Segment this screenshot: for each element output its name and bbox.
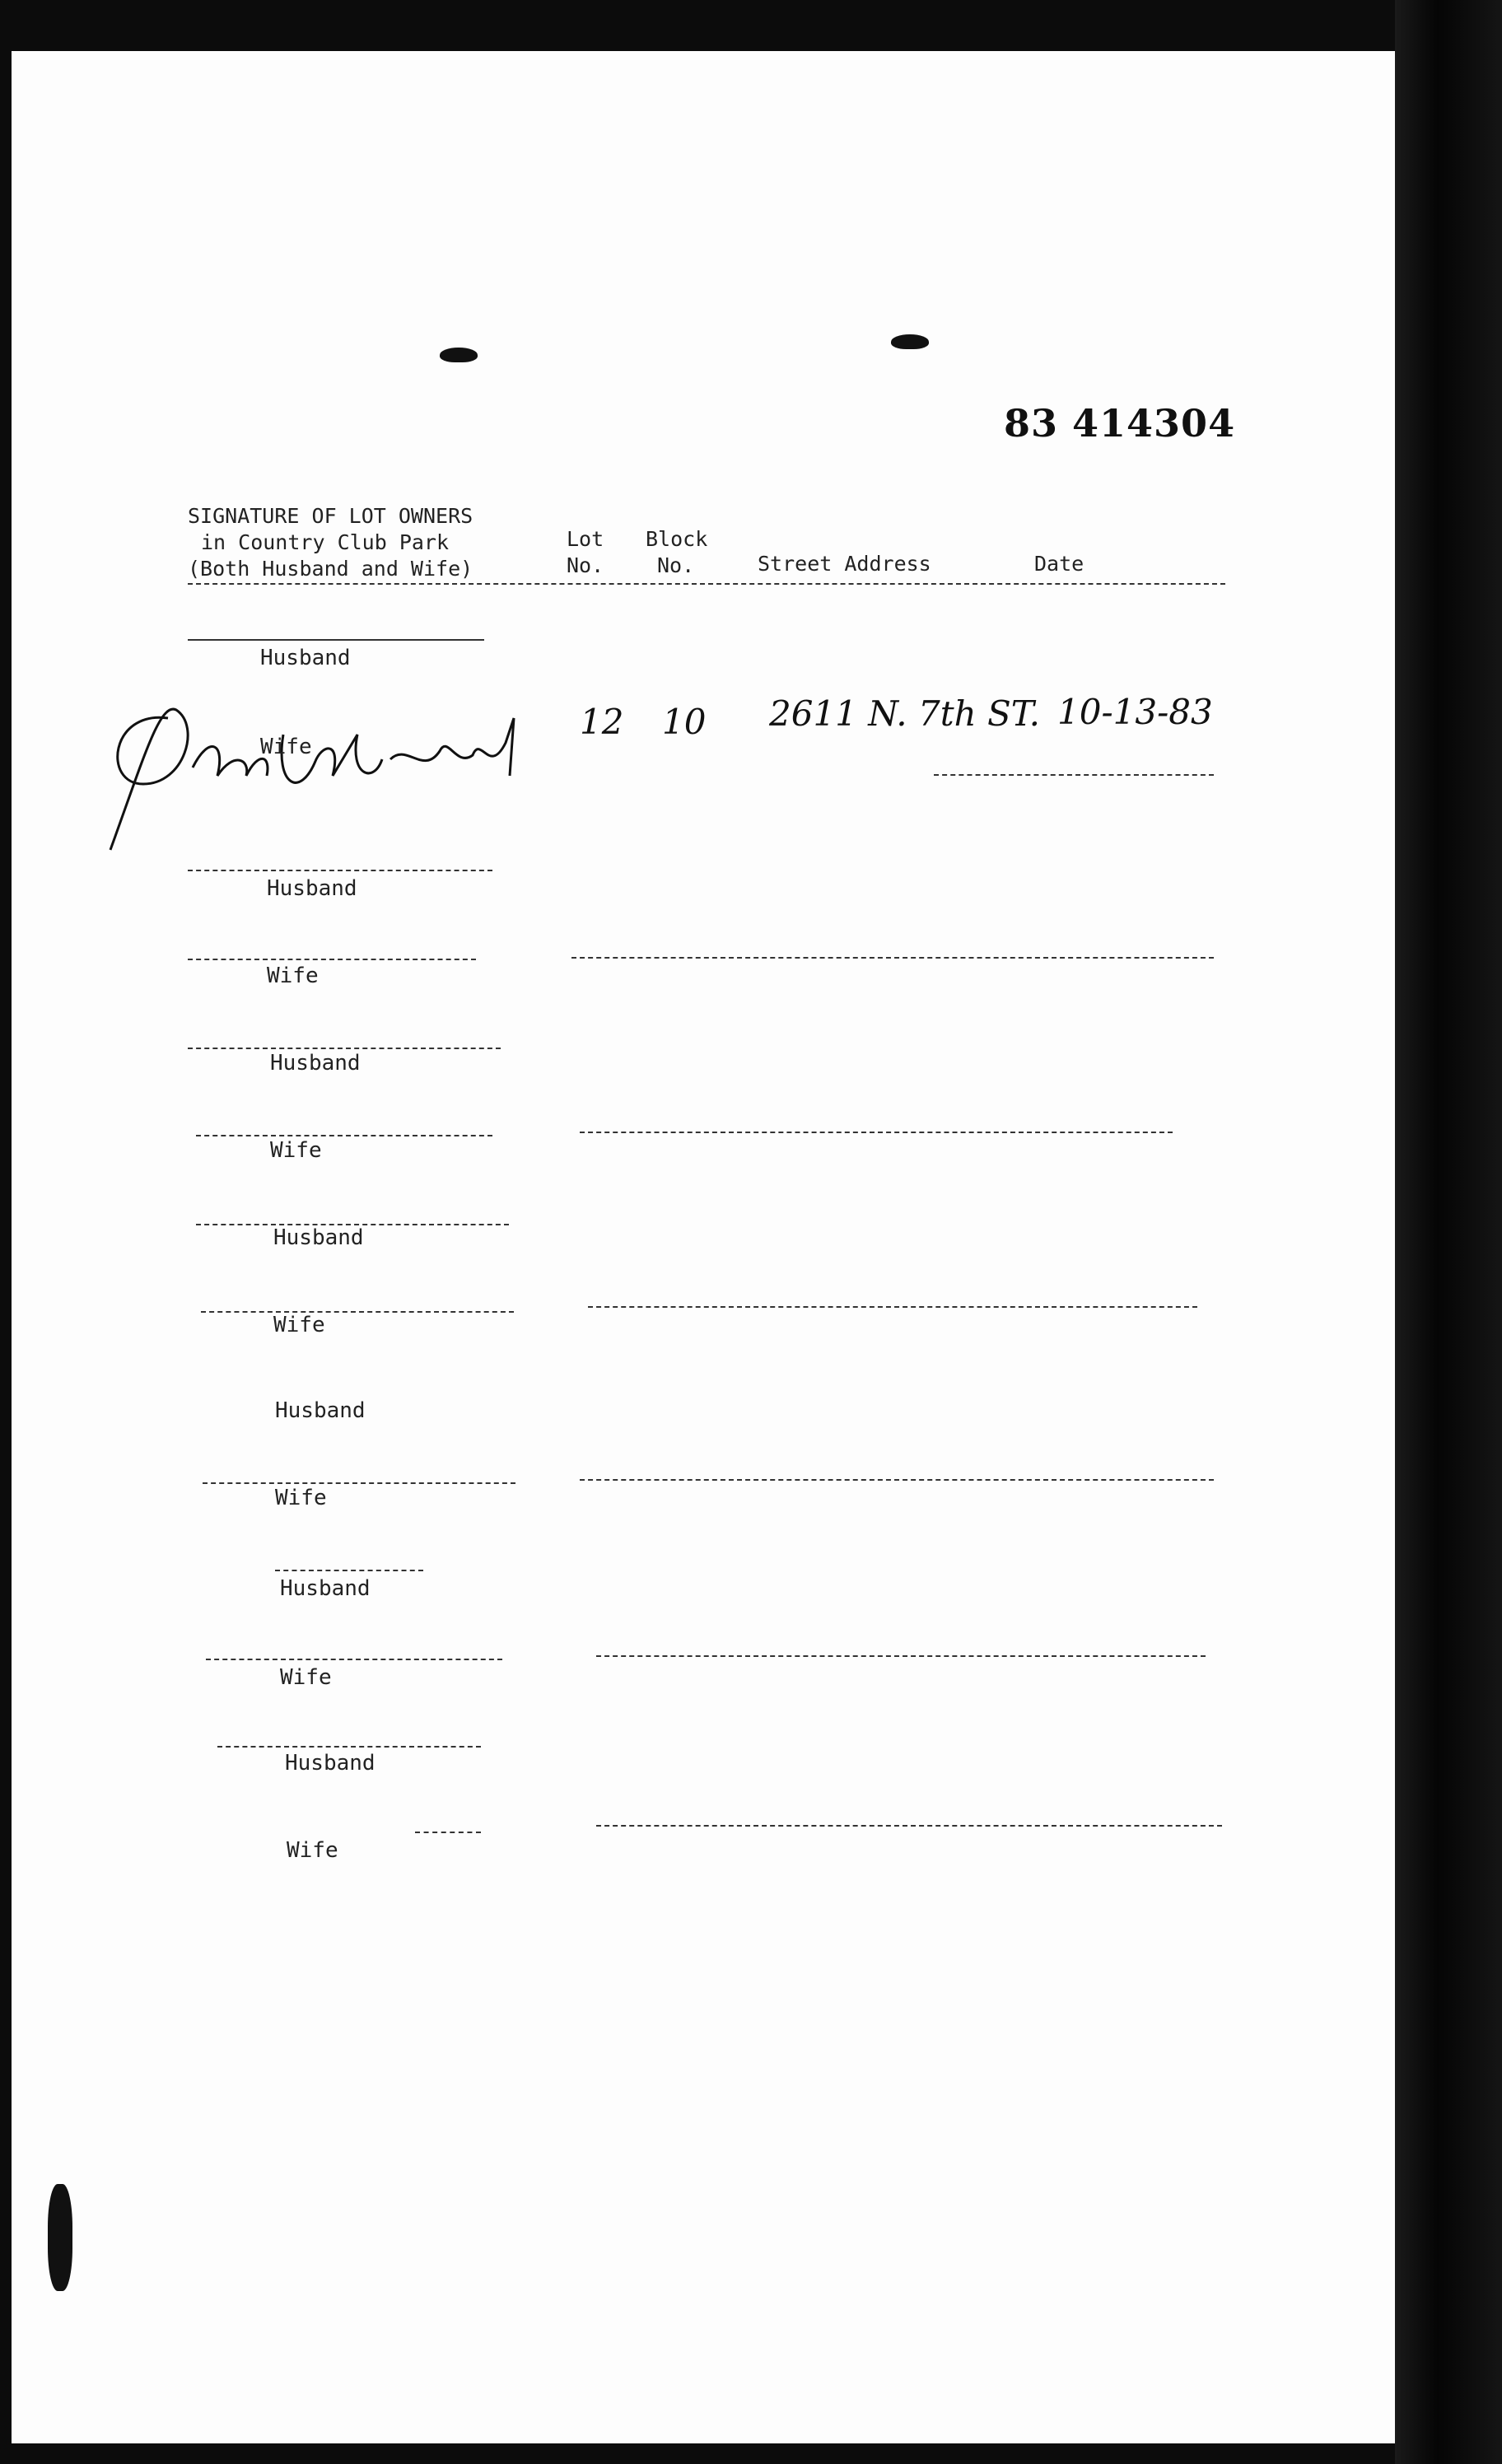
document-number: 83 414304 — [1004, 401, 1236, 446]
husband-label: Husband — [260, 646, 351, 670]
header-block-l1: Block — [646, 527, 708, 551]
row-underline — [934, 774, 1214, 776]
date-signed: 10-13-83 — [1057, 692, 1213, 732]
wife-line — [188, 959, 476, 960]
husband-line — [217, 1746, 481, 1748]
scan-mark — [48, 2184, 72, 2291]
lot-number: 12 — [580, 702, 624, 742]
wife-label: Wife — [280, 1665, 332, 1690]
wife-line — [206, 1659, 502, 1660]
header-signature-l1: SIGNATURE OF LOT OWNERS — [188, 504, 473, 528]
header-signature-l2: in Country Club Park — [201, 530, 450, 554]
wife-label: Wife — [287, 1838, 338, 1863]
wife-line — [201, 1311, 514, 1313]
wife-line — [196, 1135, 492, 1136]
street-address: 2611 N. 7th ST. — [769, 693, 1040, 734]
wife-label: Wife — [260, 735, 312, 759]
document-page — [12, 51, 1395, 2443]
husband-label: Husband — [275, 1398, 366, 1423]
wife-label: Wife — [273, 1313, 325, 1337]
block-number: 10 — [662, 702, 707, 742]
row-underline — [580, 1132, 1173, 1133]
husband-line — [275, 1570, 423, 1571]
husband-line — [188, 639, 484, 641]
wife-label: Wife — [267, 964, 319, 988]
row-underline — [571, 957, 1214, 959]
husband-label: Husband — [267, 876, 357, 901]
wife-line — [415, 1832, 481, 1833]
header-lot-l2: No. — [567, 553, 604, 577]
husband-label: Husband — [280, 1576, 371, 1601]
wife-label: Wife — [270, 1138, 322, 1163]
row-underline — [580, 1479, 1214, 1481]
scan-edge — [1395, 0, 1502, 2464]
scan-mark — [440, 348, 478, 362]
husband-label: Husband — [273, 1225, 364, 1250]
header-street: Street Address — [758, 552, 931, 576]
header-signature-l3: (Both Husband and Wife) — [188, 557, 473, 581]
header-lot-l1: Lot — [567, 527, 604, 551]
header-underline — [188, 583, 1225, 585]
row-underline — [588, 1306, 1197, 1308]
husband-label: Husband — [270, 1051, 361, 1076]
wife-line — [203, 1482, 515, 1484]
header-date: Date — [1034, 552, 1085, 576]
header-block-l2: No. — [657, 553, 695, 577]
row-underline — [596, 1655, 1206, 1657]
husband-line — [188, 870, 492, 871]
wife-label: Wife — [275, 1486, 327, 1510]
handwritten-signature — [94, 685, 580, 875]
husband-line — [188, 1048, 501, 1049]
husband-label: Husband — [285, 1751, 376, 1776]
row-underline — [596, 1825, 1222, 1827]
scan-mark — [891, 334, 929, 349]
